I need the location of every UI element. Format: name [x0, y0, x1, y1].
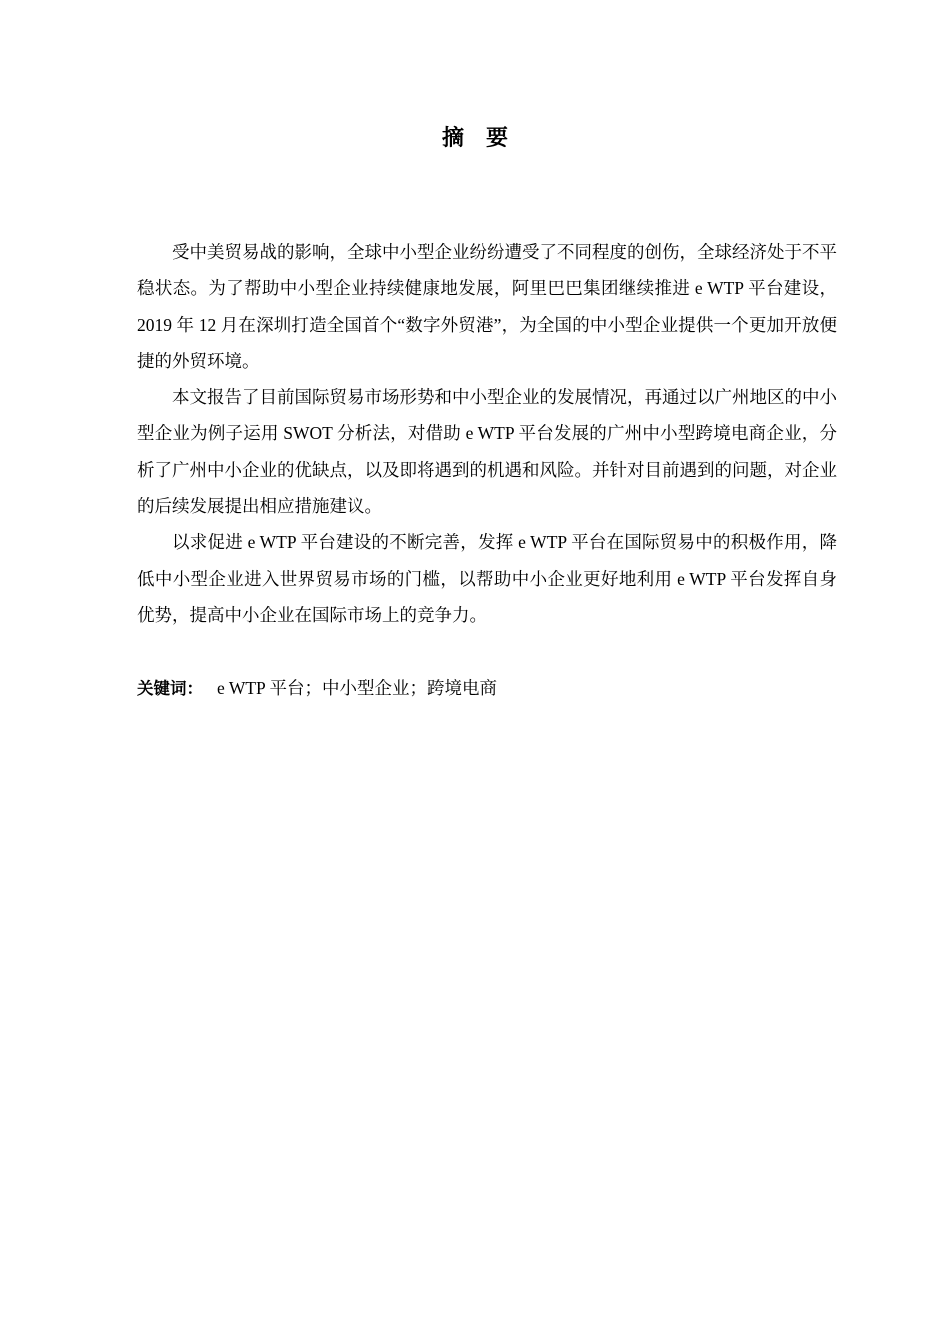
abstract-body	[137, 234, 837, 633]
abstract-paragraph-3: 以求促进 e WTP 平台建设的不断完善，发挥 e WTP 平台在国际贸易中的积极作用，降低中小型企业进入世界贸易市场的门槛，以帮助中小企业更好地利用 e WTP 平台发挥自身优势，提高中小企业在国际市场上的竞争力。	[137, 532, 837, 625]
keywords-label: 关键词：	[137, 679, 203, 698]
abstract-title-char-1: 摘	[441, 126, 464, 151]
abstract-paragraph-2: 本文报告了目前国际贸易市场形势和中小型企业的发展情况，再通过以广州地区的中小型企业为例子运用 SWOT 分析法，对借助 e WTP 平台发展的广州中小型跨境电商企业，分析了广州中小企业的优缺点，以及即将遇到的机遇和风险。并针对目前遇到的问题，对企业的后续发展提出相应措施建议。	[137, 387, 837, 517]
keywords-value: e WTP 平台；中小型企业；跨境电商	[217, 678, 497, 698]
abstract-paragraph-1: 受中美贸易战的影响，全球中小型企业纷纷遭受了不同程度的创伤，全球经济处于不平稳状态。为了帮助中小型企业持续健康地发展，阿里巴巴集团继续推进 e WTP 平台建设，2019 年 12 月在深圳打造全国首个“数字外贸港”，为全国的中小型企业提供一个更加开放便捷的外贸环境。	[137, 242, 837, 371]
abstract-title-char-2: 要	[486, 126, 509, 151]
abstract-title	[0, 122, 950, 156]
keywords-line	[137, 673, 837, 704]
